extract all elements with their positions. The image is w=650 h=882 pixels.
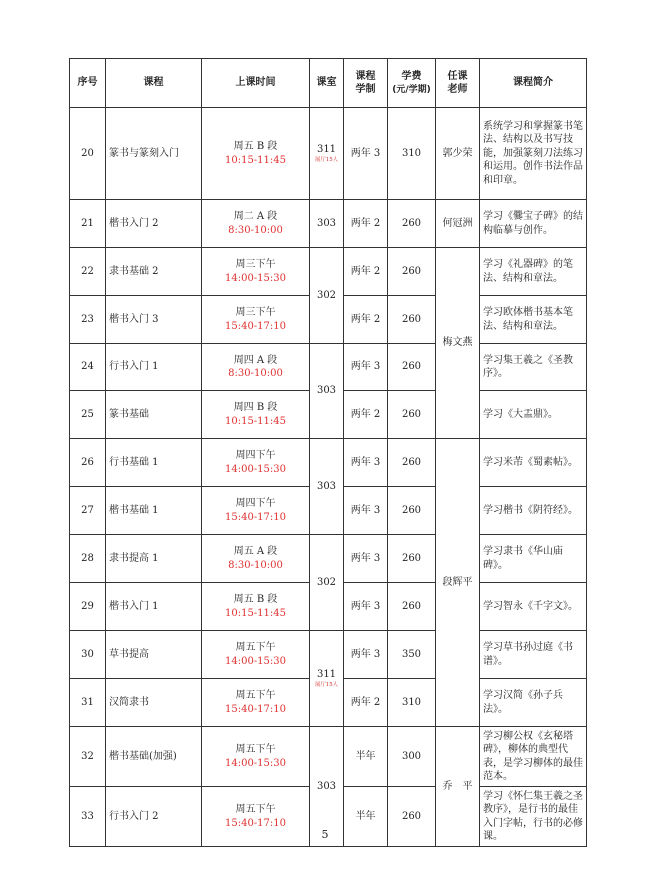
time-day: 周五下午 xyxy=(235,804,276,815)
cell-intro: 学习《爨宝子碑》的结构临摹与创作。 xyxy=(480,200,587,248)
time-range: 8:30-10:00 xyxy=(228,559,283,571)
table-row xyxy=(70,727,587,787)
time-day: 周四 A 段 xyxy=(233,354,278,366)
cell-time xyxy=(202,108,310,200)
cell-fee: 260 xyxy=(388,391,436,439)
cell-length: 两年 3 xyxy=(344,487,388,535)
cell-time xyxy=(202,631,310,679)
cell-fee: 260 xyxy=(388,200,436,248)
cell-intro: 学习集王羲之《圣教序》。 xyxy=(480,344,587,391)
cell-time xyxy=(202,344,310,391)
header-fee-line1: 学费 xyxy=(401,70,422,82)
cell-length: 两年 3 xyxy=(344,535,388,583)
time-range: 10:15-11:45 xyxy=(224,154,286,166)
cell-room: 303 xyxy=(310,727,344,847)
cell-course: 隶书基础 2 xyxy=(106,248,202,296)
cell-intro: 学习隶书《华山庙碑》。 xyxy=(480,535,587,583)
cell-intro: 系统学习和掌握篆书笔法、结构以及书写技能，加强篆刻刀法练习和运用。创作书法作品和印章。 xyxy=(480,108,587,200)
time-day: 周五下午 xyxy=(235,642,276,653)
time-range: 15:40-17:10 xyxy=(224,320,286,332)
time-range: 14:00-15:30 xyxy=(224,463,286,475)
cell-length: 两年 2 xyxy=(344,296,388,344)
time-day: 周五下午 xyxy=(235,744,276,755)
cell-teacher: 段辉平 xyxy=(436,439,480,727)
room-note: 展厅15人 xyxy=(314,681,339,688)
time-range: 15:40-17:10 xyxy=(224,703,286,715)
cell-course: 楷书基础 1 xyxy=(106,487,202,535)
cell-course: 楷书入门 2 xyxy=(106,200,202,248)
cell-no: 25 xyxy=(70,391,106,439)
cell-length: 半年 xyxy=(344,787,388,847)
header-course: 课程 xyxy=(106,59,202,108)
cell-time xyxy=(202,727,310,787)
cell-no: 20 xyxy=(70,108,106,200)
cell-fee: 260 xyxy=(388,787,436,847)
cell-time xyxy=(202,439,310,487)
cell-fee: 260 xyxy=(388,583,436,631)
time-range: 15:40-17:10 xyxy=(224,511,286,523)
cell-course: 楷书入门 1 xyxy=(106,583,202,631)
time-day: 周二 A 段 xyxy=(233,211,278,222)
header-length-line1: 课程 xyxy=(355,70,376,82)
cell-fee: 350 xyxy=(388,631,436,679)
table-row xyxy=(70,344,587,391)
cell-room: 302 xyxy=(310,248,344,344)
time-range: 8:30-10:00 xyxy=(228,224,283,236)
cell-course: 草书提高 xyxy=(106,631,202,679)
cell-fee: 260 xyxy=(388,248,436,296)
cell-no: 24 xyxy=(70,344,106,391)
cell-no: 32 xyxy=(70,727,106,787)
cell-length: 两年 3 xyxy=(344,583,388,631)
cell-room xyxy=(310,108,344,200)
header-time: 上课时间 xyxy=(202,59,310,108)
page-number: 5 xyxy=(321,828,329,841)
cell-no: 21 xyxy=(70,200,106,248)
cell-intro: 学习《怀仁集王羲之圣教序》，是行书的最佳入门字帖，行书的必修课。 xyxy=(480,787,587,847)
cell-teacher: 梅文燕 xyxy=(436,248,480,439)
time-day: 周三下午 xyxy=(235,259,276,270)
cell-fee: 260 xyxy=(388,439,436,487)
time-range: 10:15-11:45 xyxy=(224,415,286,427)
cell-no: 31 xyxy=(70,679,106,727)
cell-length: 两年 2 xyxy=(344,200,388,248)
time-day: 周四 B 段 xyxy=(233,402,278,413)
time-day: 周三下午 xyxy=(235,307,276,318)
cell-length: 两年 3 xyxy=(344,344,388,391)
room-number: 311 xyxy=(316,669,337,681)
table-row xyxy=(70,108,587,200)
cell-intro: 学习欧体楷书基本笔法、结构和章法。 xyxy=(480,296,587,344)
room-note: 展厅15人 xyxy=(314,156,339,163)
cell-room xyxy=(310,631,344,727)
time-day: 周四下午 xyxy=(235,450,276,461)
time-day: 周五 B 段 xyxy=(233,594,278,605)
cell-course: 行书基础 1 xyxy=(106,439,202,487)
header-fee-line2: (元/学期) xyxy=(392,85,431,95)
cell-intro: 学习柳公权《玄秘塔碑》，柳体的典型代表，是学习柳体的最佳范本。 xyxy=(480,727,587,787)
cell-length: 两年 2 xyxy=(344,248,388,296)
table-row xyxy=(70,439,587,487)
cell-course: 行书入门 2 xyxy=(106,787,202,847)
cell-fee: 300 xyxy=(388,727,436,787)
header-teacher xyxy=(436,59,480,108)
cell-length: 两年 3 xyxy=(344,108,388,200)
cell-intro: 学习草书孙过庭《书谱》。 xyxy=(480,631,587,679)
cell-intro: 学习《礼器碑》的笔法、结构和章法。 xyxy=(480,248,587,296)
cell-no: 23 xyxy=(70,296,106,344)
table-row xyxy=(70,535,587,583)
header-no: 序号 xyxy=(70,59,106,108)
table-row xyxy=(70,631,587,679)
cell-time xyxy=(202,296,310,344)
cell-time xyxy=(202,679,310,727)
cell-no: 28 xyxy=(70,535,106,583)
cell-time xyxy=(202,248,310,296)
cell-length: 两年 2 xyxy=(344,391,388,439)
time-day: 周五 A 段 xyxy=(233,546,278,557)
cell-no: 29 xyxy=(70,583,106,631)
cell-course: 篆书与篆刻入门 xyxy=(106,108,202,200)
cell-course: 汉简隶书 xyxy=(106,679,202,727)
cell-length: 两年 3 xyxy=(344,439,388,487)
cell-intro: 学习《大盂鼎》。 xyxy=(480,391,587,439)
time-day: 周四下午 xyxy=(235,498,276,509)
time-range: 8:30-10:00 xyxy=(228,368,283,379)
cell-teacher: 郭少荣 xyxy=(436,108,480,200)
cell-fee: 260 xyxy=(388,344,436,391)
table-row xyxy=(70,200,587,248)
cell-no: 22 xyxy=(70,248,106,296)
header-length-line2: 学制 xyxy=(355,84,376,95)
cell-time xyxy=(202,391,310,439)
cell-time xyxy=(202,487,310,535)
header-intro: 课程简介 xyxy=(480,59,587,108)
cell-course: 楷书入门 3 xyxy=(106,296,202,344)
cell-room: 302 xyxy=(310,535,344,631)
cell-intro: 学习米芾《蜀素帖》。 xyxy=(480,439,587,487)
course-schedule-table xyxy=(69,58,587,847)
cell-course: 篆书基础 xyxy=(106,391,202,439)
time-range: 14:00-15:30 xyxy=(224,655,286,667)
room-number: 311 xyxy=(316,144,337,156)
cell-time xyxy=(202,535,310,583)
cell-length: 半年 xyxy=(344,727,388,787)
cell-no: 30 xyxy=(70,631,106,679)
cell-fee: 310 xyxy=(388,108,436,200)
cell-time xyxy=(202,200,310,248)
cell-no: 26 xyxy=(70,439,106,487)
time-day: 周五 B 段 xyxy=(233,141,278,152)
cell-fee: 260 xyxy=(388,296,436,344)
table-header-row xyxy=(70,59,587,108)
cell-course: 行书入门 1 xyxy=(106,344,202,391)
cell-teacher: 何冠洲 xyxy=(436,200,480,248)
header-room: 课室 xyxy=(310,59,344,108)
cell-room: 303 xyxy=(310,200,344,248)
cell-fee: 260 xyxy=(388,535,436,583)
cell-fee: 260 xyxy=(388,487,436,535)
cell-length: 两年 3 xyxy=(344,631,388,679)
cell-course: 隶书提高 1 xyxy=(106,535,202,583)
header-length xyxy=(344,59,388,108)
time-range: 14:00-15:30 xyxy=(224,272,286,284)
header-teacher-line2: 老师 xyxy=(447,84,468,95)
cell-no: 27 xyxy=(70,487,106,535)
cell-room: 303 xyxy=(310,439,344,535)
time-range: 14:00-15:30 xyxy=(224,757,286,769)
cell-no: 33 xyxy=(70,787,106,847)
cell-teacher: 乔 平 xyxy=(436,727,480,847)
header-fee xyxy=(388,59,436,108)
cell-room: 303 xyxy=(310,344,344,439)
time-range: 10:15-11:45 xyxy=(224,607,286,619)
header-teacher-line1: 任课 xyxy=(447,70,468,82)
cell-intro: 学习智永《千字文》。 xyxy=(480,583,587,631)
cell-course: 楷书基础(加强) xyxy=(106,727,202,787)
cell-length: 两年 2 xyxy=(344,679,388,727)
cell-time xyxy=(202,583,310,631)
table-row xyxy=(70,248,587,296)
cell-fee: 310 xyxy=(388,679,436,727)
time-day: 周五下午 xyxy=(235,690,276,701)
cell-intro: 学习楷书《阴符经》。 xyxy=(480,487,587,535)
cell-intro: 学习汉简《孙子兵法》。 xyxy=(480,679,587,727)
time-range: 15:40-17:10 xyxy=(224,817,286,829)
